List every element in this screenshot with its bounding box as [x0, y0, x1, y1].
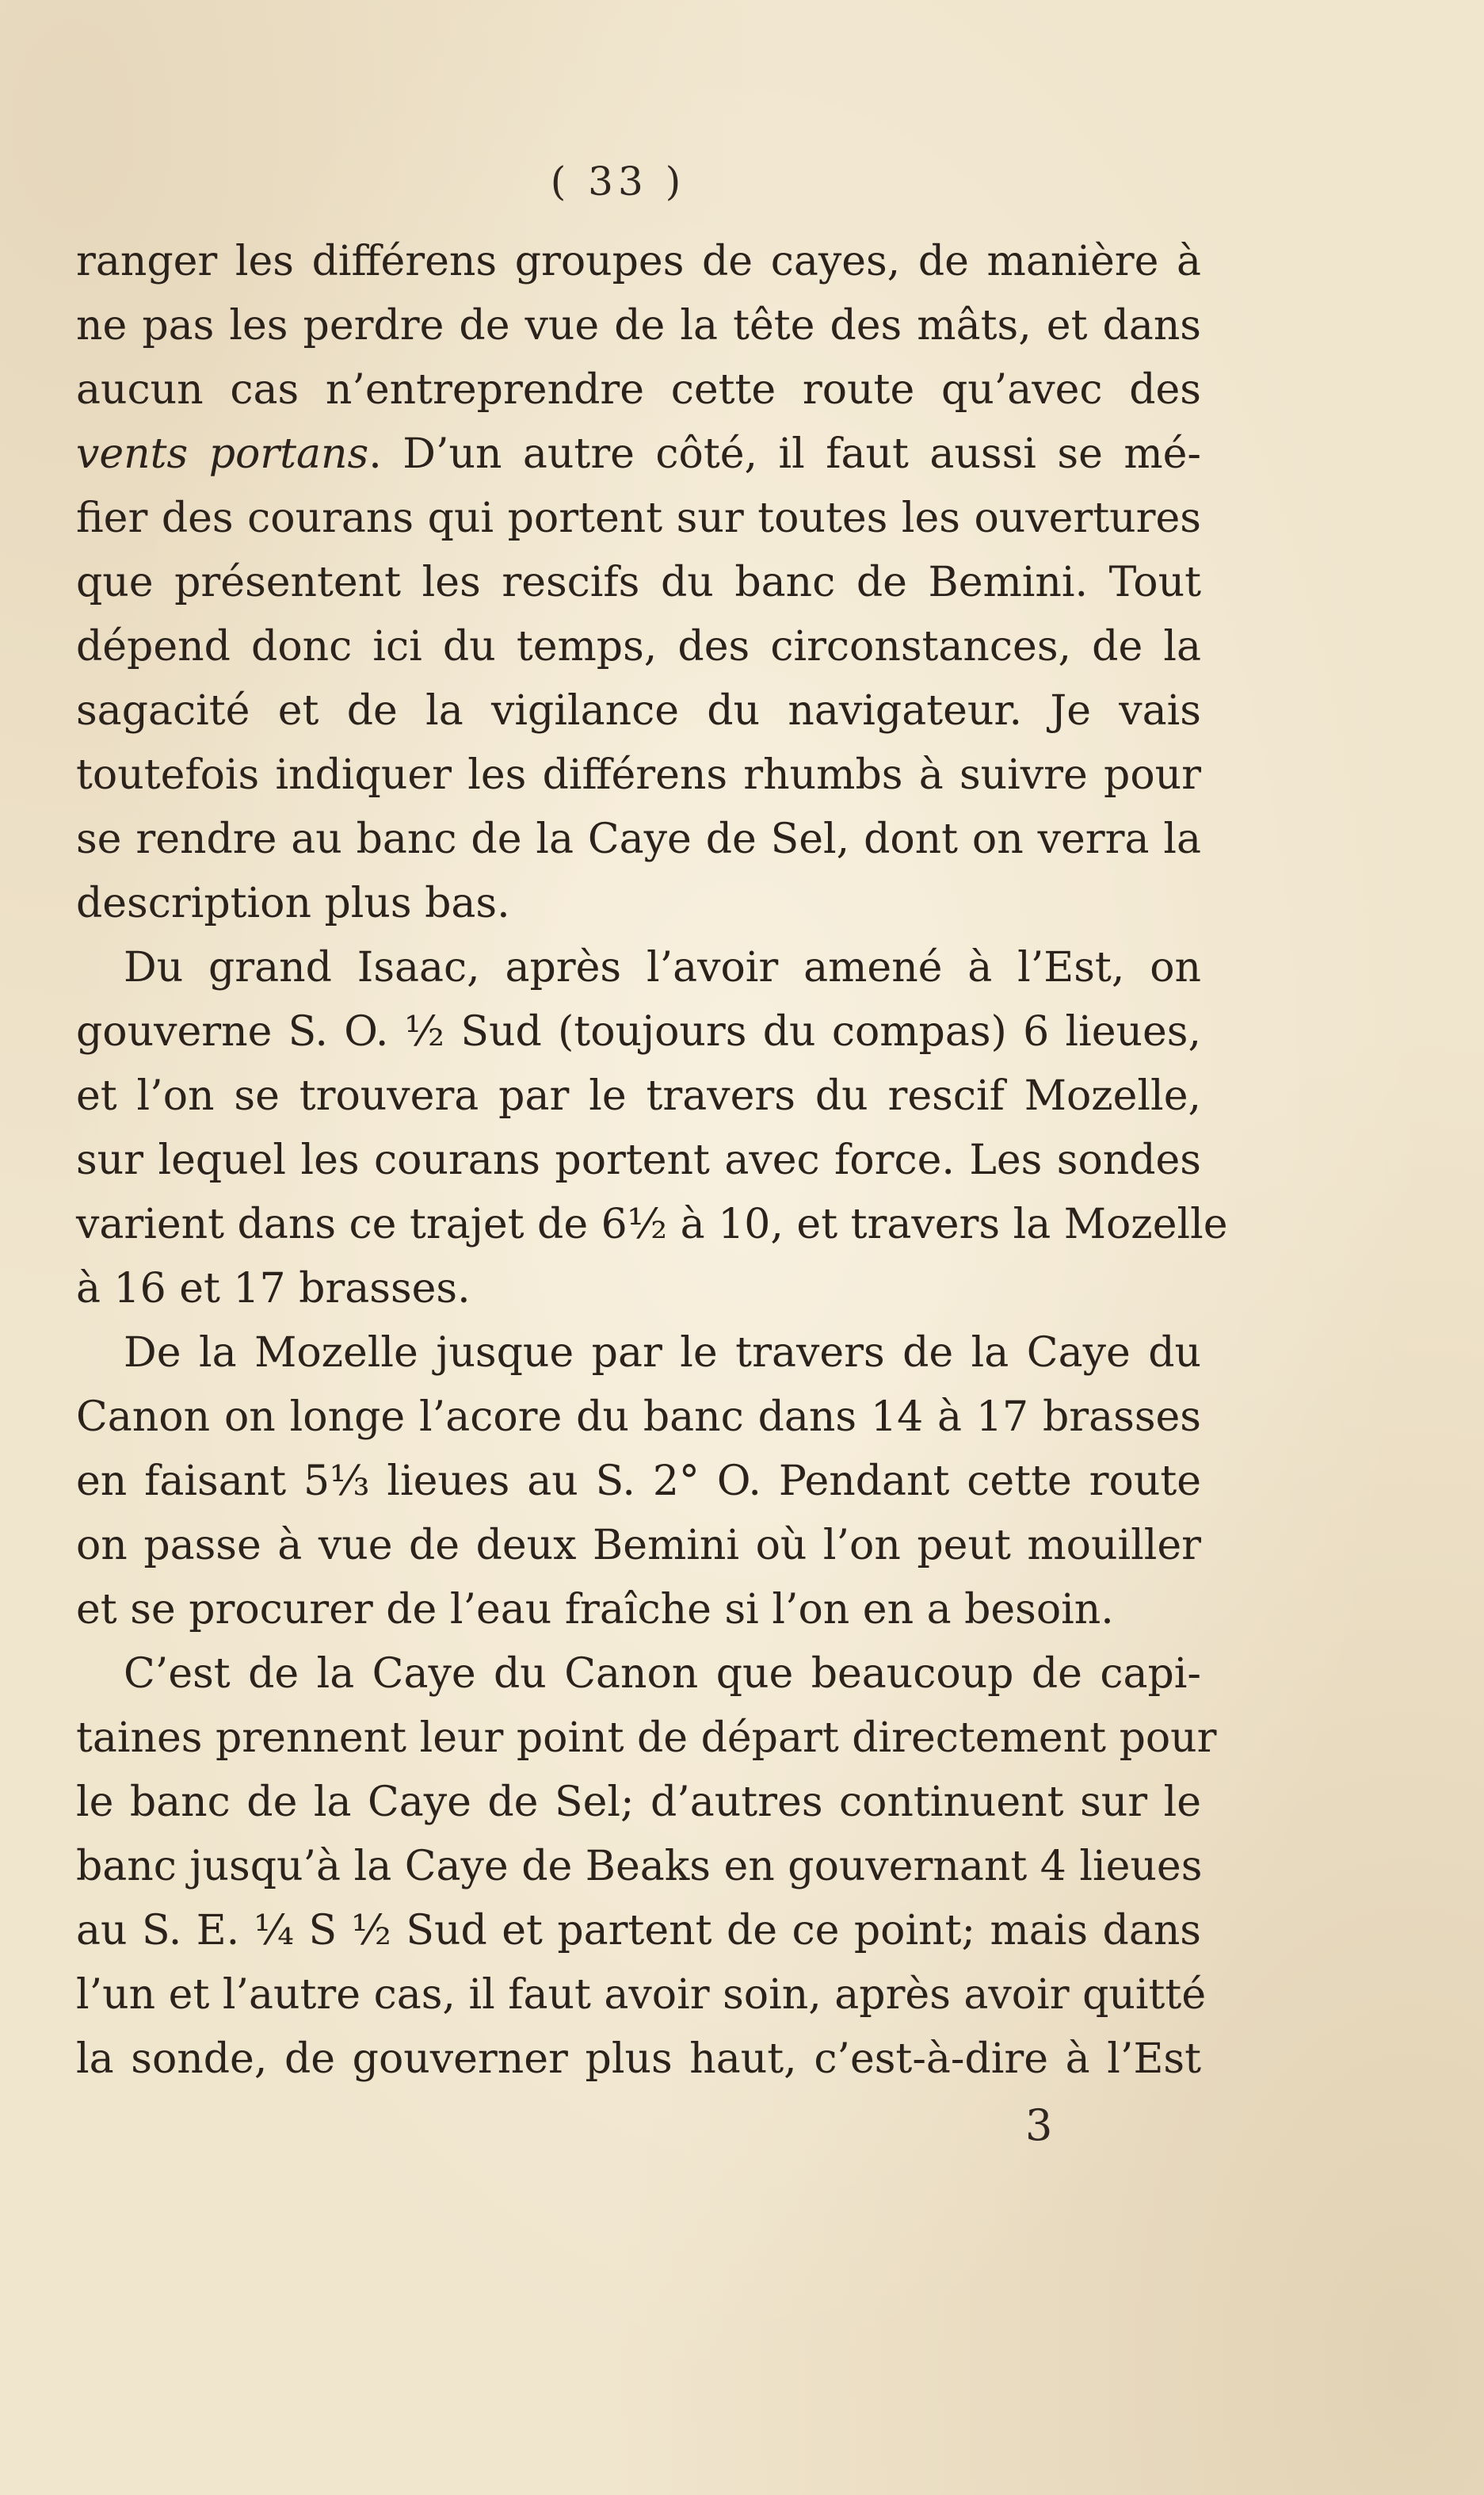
text-segment: à 16 et 17 brasses.	[76, 1265, 471, 1312]
text-segment: De la Mozelle jusque par le travers de la Caye du	[124, 1329, 1201, 1377]
text-line	[76, 615, 1201, 679]
italic-text: vents portans	[76, 430, 369, 478]
text-segment: C’est de la Caye du Canon que beaucoup de capi-	[124, 1650, 1201, 1698]
text-line	[76, 872, 1201, 936]
text-segment: gouverne S. O. ½ Sud (toujours du compas) 6 lieues,	[76, 1008, 1201, 1056]
text-line	[76, 422, 1201, 487]
text-segment: on passe à vue de deux Bemini où l’on peut mouiller	[76, 1522, 1201, 1569]
text-segment: sur lequel les courans portent avec force. Les sondes	[76, 1137, 1201, 1184]
text-segment: Canon on longe l’acore du banc dans 14 à 17 brasses	[76, 1393, 1201, 1441]
text-line	[76, 1064, 1201, 1129]
text-segment: au S. E. ¼ S ½ Sud et partent de ce point; mais dans	[76, 1907, 1201, 1954]
text-segment: la sonde, de gouverner plus haut, c’est-à-dire à l’Est	[76, 2035, 1201, 2083]
text-line	[76, 1321, 1201, 1385]
text-segment: banc jusqu’à la Caye de Beaks en gouvernant 4 lieues	[76, 1843, 1203, 1890]
text-line	[76, 551, 1201, 615]
text-line	[76, 1193, 1228, 1257]
text-line	[76, 1963, 1207, 2027]
text-line	[76, 1899, 1201, 1963]
text-segment: description plus bas.	[76, 880, 510, 927]
text-line	[76, 1771, 1201, 1835]
text-segment: . D’un autre côté, il faut aussi se mé-	[368, 430, 1201, 478]
page-number: ( 33 )	[550, 159, 686, 204]
text-line	[76, 1385, 1201, 1450]
body-text	[76, 230, 1228, 2092]
text-line	[76, 1000, 1201, 1064]
text-segment: Du grand Isaac, après l’avoir amené à l’Est, on	[124, 944, 1201, 992]
text-segment: aucun cas n’entreprendre cette route qu’avec des	[76, 366, 1201, 414]
text-segment: le banc de la Caye de Sel; d’autres continuent sur le	[76, 1779, 1201, 1826]
text-segment: se rendre au banc de la Caye de Sel, dont on verra la	[76, 816, 1201, 863]
text-line	[76, 1514, 1201, 1578]
text-line	[76, 230, 1201, 294]
text-line	[76, 743, 1201, 808]
text-segment: varient dans ce trajet de 6½ à 10, et travers la Mozelle	[76, 1201, 1228, 1248]
text-line	[76, 1257, 1201, 1321]
text-line	[76, 679, 1201, 743]
text-segment: taines prennent leur point de départ directement pour	[76, 1714, 1217, 1762]
text-line	[76, 1835, 1201, 1899]
text-segment: en faisant 5⅓ lieues au S. 2° O. Pendant cette route	[76, 1458, 1201, 1505]
text-segment: ne pas les perdre de vue de la tête des mâts, et dans	[76, 302, 1201, 350]
text-segment: toutefois indiquer les différens rhumbs à suivre pour	[76, 751, 1201, 799]
text-segment: fier des courans qui portent sur toutes les ouvertures	[76, 495, 1201, 542]
text-line	[76, 1578, 1201, 1642]
text-segment: sagacité et de la vigilance du navigateur. Je vais	[76, 687, 1201, 735]
text-line	[76, 294, 1201, 358]
text-line	[76, 358, 1201, 422]
text-segment: ranger les différens groupes de cayes, de manière à	[76, 238, 1201, 285]
text-line	[76, 808, 1201, 872]
text-segment: que présentent les rescifs du banc de Bemini. Tout	[76, 559, 1201, 606]
text-segment: dépend donc ici du temps, des circonstances, de la	[76, 623, 1201, 671]
text-segment: et se procurer de l’eau fraîche si l’on en a besoin.	[76, 1586, 1114, 1633]
text-segment: et l’on se trouvera par le travers du rescif Mozelle,	[76, 1072, 1201, 1120]
text-line	[76, 936, 1201, 1000]
text-line	[76, 1129, 1201, 1193]
signature-mark: 3	[1025, 2100, 1053, 2150]
text-line	[76, 1706, 1217, 1771]
text-segment: l’un et l’autre cas, il faut avoir soin, après avoir quitté	[76, 1971, 1207, 2019]
text-line	[76, 487, 1201, 551]
text-line	[76, 1642, 1201, 1706]
text-line	[76, 2027, 1201, 2092]
text-line	[76, 1450, 1201, 1514]
